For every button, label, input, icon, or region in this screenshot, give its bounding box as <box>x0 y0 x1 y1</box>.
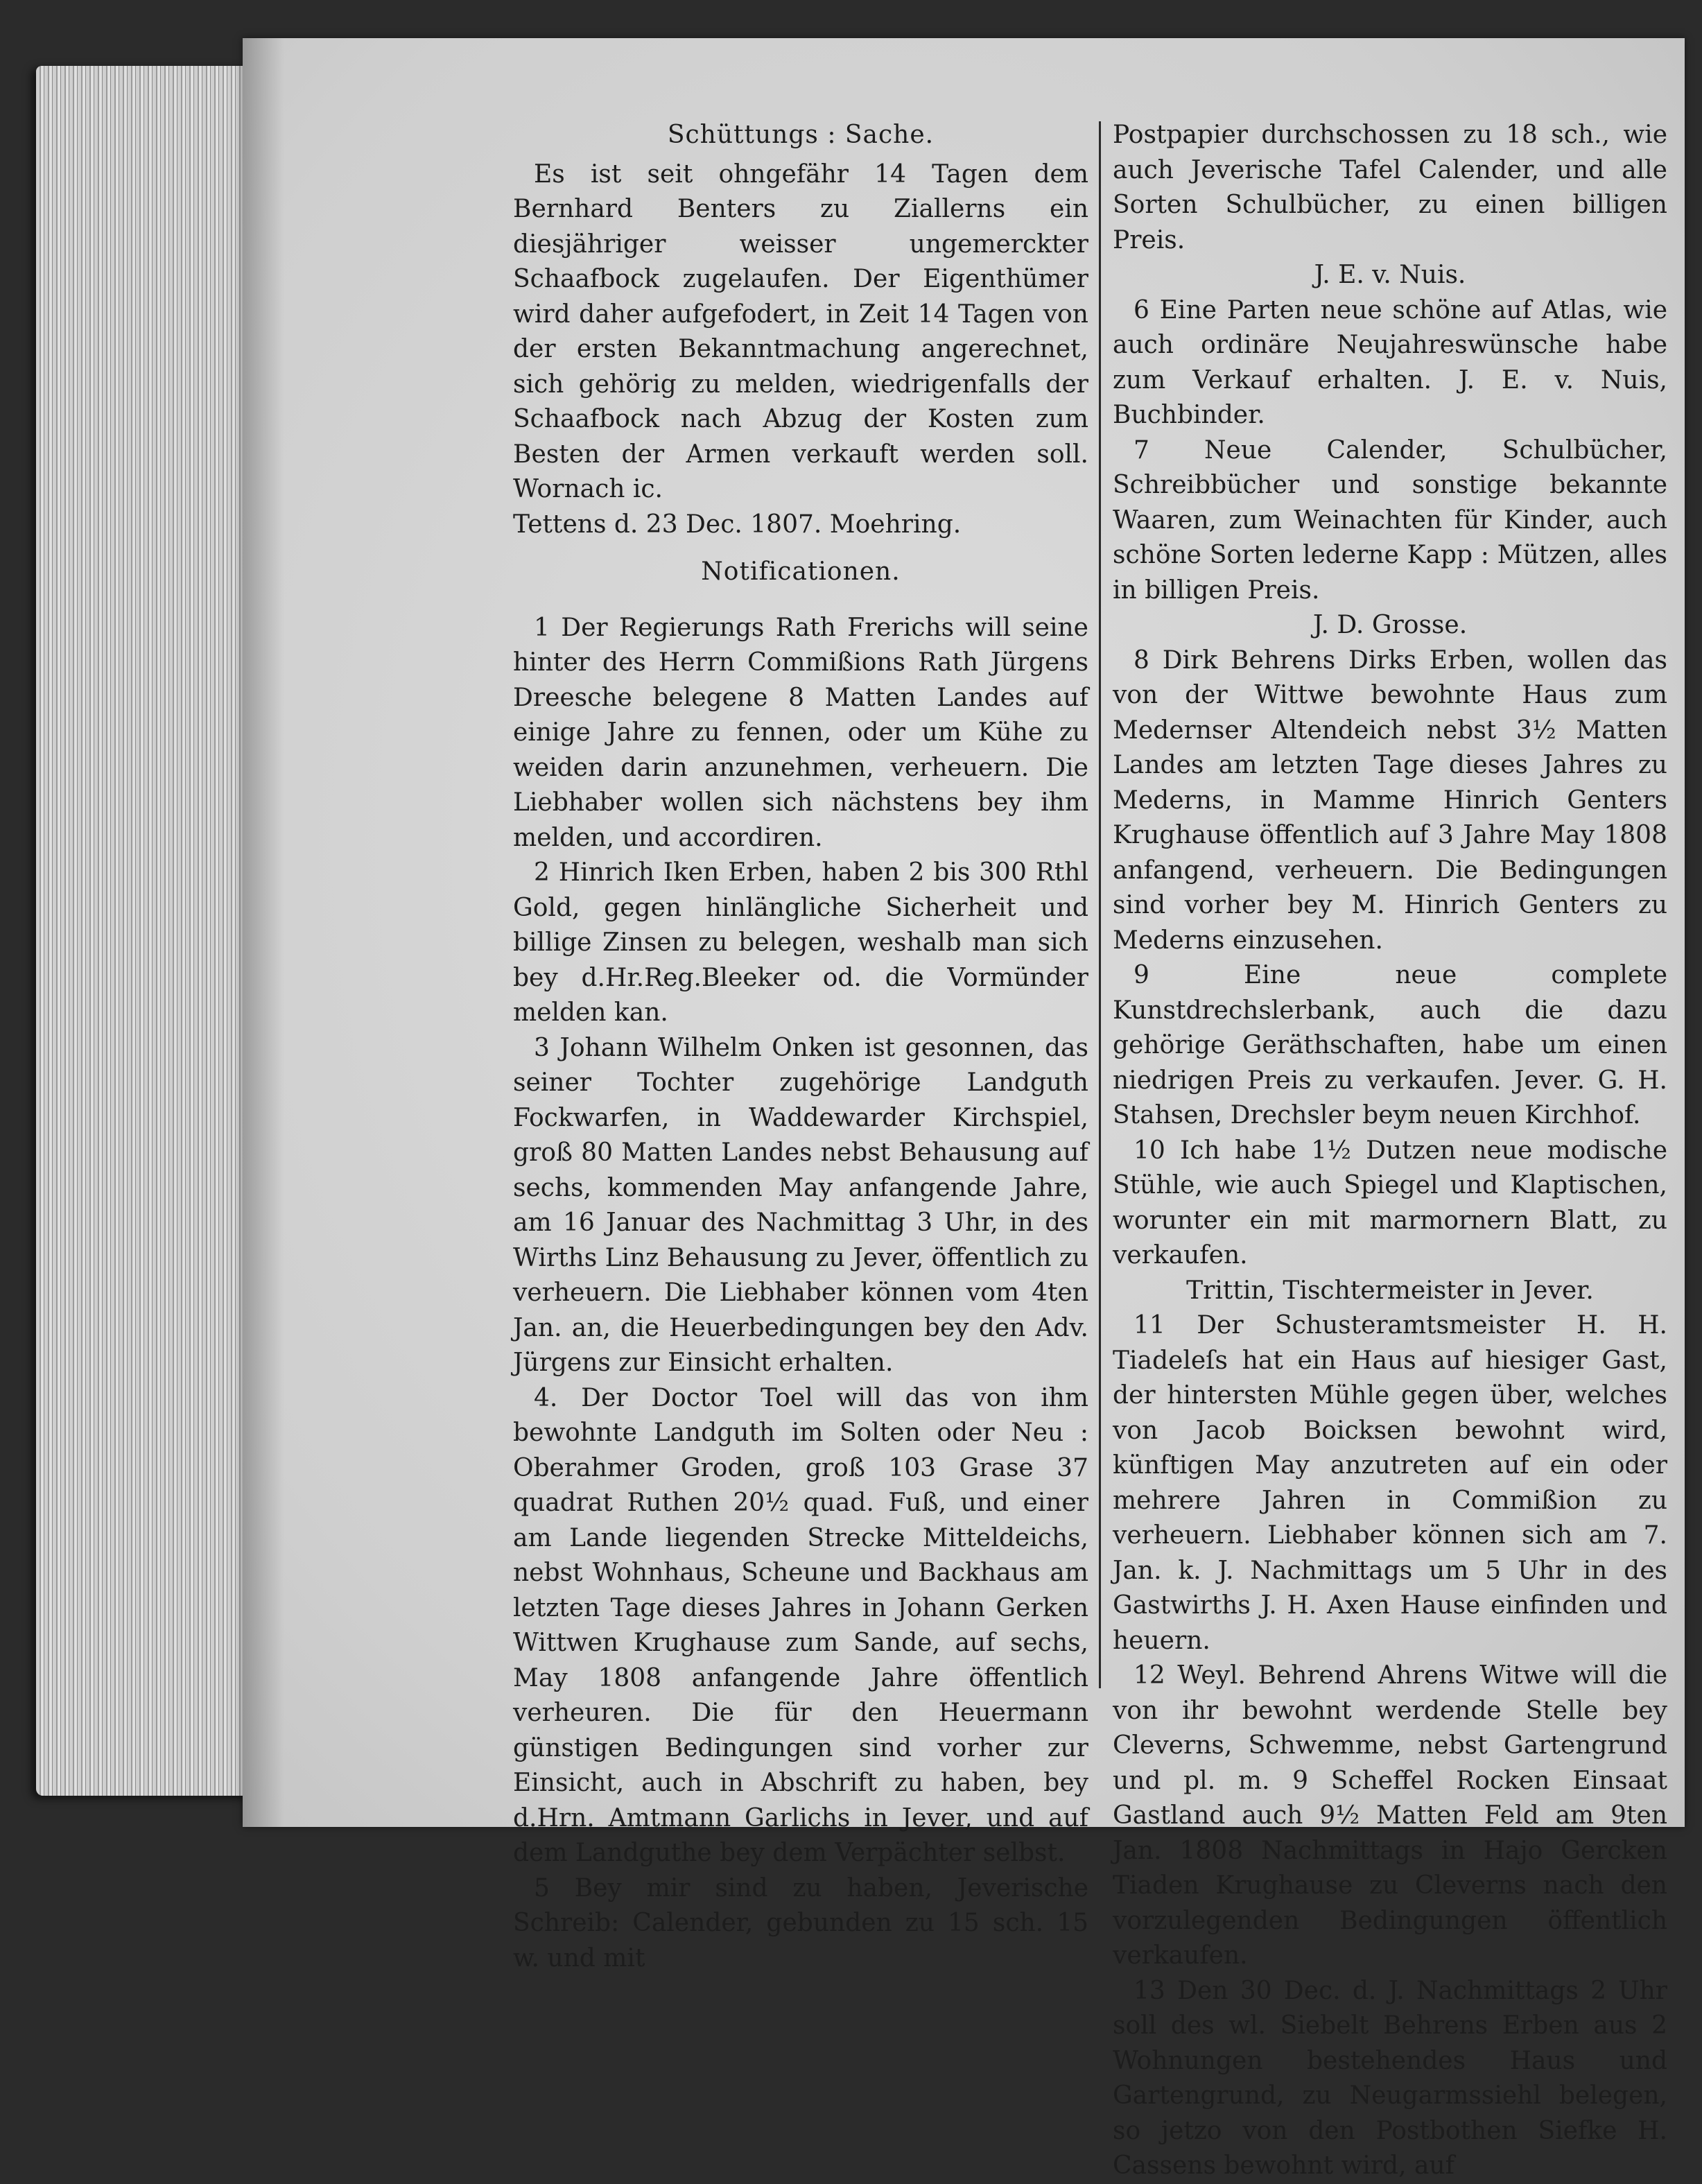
notice-paragraph: 11 Der Schusteramtsmeister H. H. Tiadeleſs hat ein Haus auf hiesiger Gast, der hintersten Mühle gegen über, welches von Jacob Boicksen bewohnt wird, künftigen May anzutreten auf ein oder mehrere Jahren in Commißion zu verheuern. Liebhaber können sich am 7. Jan. k. J. Nachmittags um 5 Uhr in des Gastwirths J. H. Axen Hause einfinden und heuern. <box>1113 1311 1667 1655</box>
notice-signature: Trittin, Tischtermeister in Jever. <box>1186 1276 1594 1305</box>
notice-paragraph: 2 Hinrich Iken Erben, haben 2 bis 300 Rthl Gold, gegen hinlängliche Sicherheit und billige Zinsen zu belegen, weshalb man sich bey d.Hr.Reg.Bleeker od. die Vormünder melden kan. <box>513 858 1088 1027</box>
notice-paragraph: 1 Der Regierungs Rath Frerichs will seine hinter des Herrn Commißions Rath Jürgens Dreesche belegene 8 Matten Landes auf einige Jahre zu fennen, oder um Kühe zu weiden darin anzunehmen, verheuern. Die Liebhaber wollen sich nächstens bey ihm melden, und accordiren. <box>513 613 1088 852</box>
section-heading-schuettung: Schüttungs : Sache. <box>667 121 935 149</box>
notice-paragraph: Postpapier durchschossen zu 18 sch., wie auch Jeverische Tafel Calender, und alle Sorten Schulbücher, zu einen billigen Preis. <box>1113 121 1667 254</box>
notice-paragraph: 8 Dirk Behrens Dirks Erben, wollen das von der Wittwe bewohnte Haus zum Medernser Altendeich nebst 3½ Matten Landes am letzten Tage dieses Jahres zu Mederns, in Mamme Hinrich Genters Krughause öffentlich auf 3 Jahre May 1808 anfangend, verheuern. Die Bedingungen sind vorher bey M. Hinrich Genters zu Mederns einzusehen. <box>1113 645 1667 955</box>
right-text-column <box>1113 118 1667 2184</box>
notice-paragraph: 10 Ich habe 1½ Dutzen neue modische Stühle, wie auch Spiegel und Klaptischen, worunter ein mit marmornern Blatt, zu verkaufen. <box>1113 1136 1667 1269</box>
left-text-column <box>513 118 1088 1976</box>
notice-signature: J. D. Grosse. <box>1312 611 1468 639</box>
notice-paragraph: 7 Neue Calender, Schulbücher, Schreibbücher und sonstige bekannte Waaren, zum Weinachten für Kinder, auch schöne Sorten lederne Kapp : Mützen, alles in billigen Preis. <box>1113 435 1667 605</box>
notice-paragraph: 3 Johann Wilhelm Onken ist gesonnen, das seiner Tochter zugehörige Landguth Fockwarfen, in Waddewarder Kirchspiel, groß 80 Matten Landes nebst Behausung auf sechs, kommenden May anfangende Jahre, am 16 Januar des Nachmittag 3 Uhr, in des Wirths Linz Behausung zu Jever, öffentlich zu verheuern. Die Liebhaber können vom 4ten Jan. an, die Heuerbedingungen bey den Adv. Jürgens zur Einsicht erhalten. <box>513 1033 1088 1377</box>
notice-paragraph: 6 Eine Parten neue schöne auf Atlas, wie auch ordinäre Neujahreswünsche habe zum Verkauf erhalten. J. E. v. Nuis, Buchbinder. <box>1113 295 1667 429</box>
notice-signature: J. E. v. Nuis. <box>1314 261 1466 289</box>
column-divider <box>1099 121 1101 1688</box>
book-page-edges <box>36 66 265 1796</box>
spine-shadow <box>243 38 284 1827</box>
notice-paragraph: 13 Den 30 Dec. d. J. Nachmittags 2 Uhr soll des wl. Siebelt Behrens Erben aus 2 Wohnungen bestehendes Haus und Gartengrund, zu Neugarmssiehl belegen, so jetzo von den Postbothen Siefke H. Cassens bewohnt wird, auf <box>1113 1976 1667 2180</box>
notice-paragraph: Es ist seit ohngefähr 14 Tagen dem Bernhard Benters zu Ziallerns ein diesjähriger weisser ungemerckter Schaafbock zugelaufen. Der Eigenthümer wird daher aufgefodert, in Zeit 14 Tagen von der ersten Bekanntmachung angerechnet, sich gehörig zu melden, wiedrigenfalls der Schaafbock nach Abzug der Kosten zum Besten der Armen verkauft werden soll. Wornach ic. <box>513 159 1088 503</box>
section-heading-notificationen: Notificationen. <box>701 557 901 586</box>
notice-paragraph: 12 Weyl. Behrend Ahrens Witwe will die von ihr bewohnt werdende Stelle bey Cleverns, Schwemme, nebst Gartengrund und pl. m. 9 Scheffel Rocken Einsaat Gastland auch 9½ Matten Feld am 9ten Jan. 1808 Nachmittags in Hajo Gercken Tiaden Krughause zu Cleverns nach den vorzulegenden Bedingungen öffentlich verkaufen. <box>1113 1661 1667 1970</box>
notice-paragraph: 4. Der Doctor Toel will das von ihm bewohnte Landguth im Solten oder Neu : Oberahmer Groden, groß 103 Grase 37 quadrat Ruthen 20½ quad. Fuß, und einer am Lande liegenden Strecke Mitteldeichs, nebst Wohnhaus, Scheune und Backhaus am letzten Tage dieses Jahres in Johann Gerken Wittwen Krughause zum Sande, auf sechs, May 1808 anfangende Jahre öffentlich verheuren. Die für den Heuermann günstigen Bedingungen sind vorher zur Einsicht, auch in Abschrift zu haben, bey d.Hrn. Amtmann Garlichs in Jever, und auf dem Landguthe bey dem Verpächter selbst. <box>513 1383 1088 1867</box>
notice-signature: Tettens d. 23 Dec. 1807. Moehring. <box>513 510 962 539</box>
notice-paragraph: 5 Bey mir sind zu haben, Jeverische Schreib: Calender, gebunden zu 15 sch. 15 w. und mit <box>513 1873 1088 1973</box>
notice-paragraph: 9 Eine neue complete Kunstdrechslerbank, auch die dazu gehörige Geräthschaften, habe um einen niedrigen Preis zu verkaufen. Jever. G. H. Stahsen, Drechsler beym neuen Kirchhof. <box>1113 961 1667 1129</box>
